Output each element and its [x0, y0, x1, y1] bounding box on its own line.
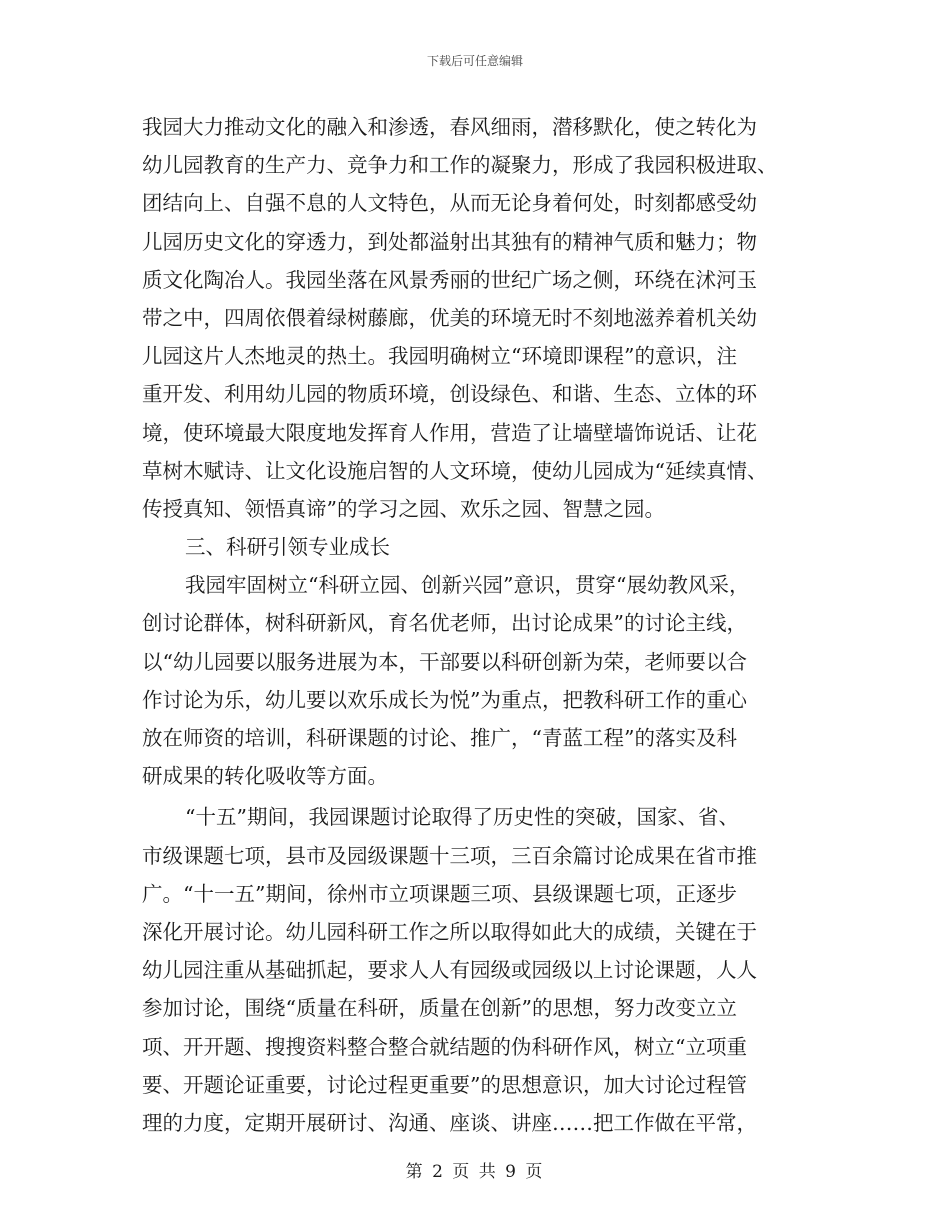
text-line: 传授真知、领悟真谛”的学习之园、欢乐之园、智慧之园。: [142, 496, 665, 521]
document-body: [142, 108, 810, 1142]
text-line: 儿园这片人杰地灵的热土。我园明确树立“环境即课程”的意识，注: [142, 344, 737, 369]
text-line: 草树木赋诗、让文化设施启智的人文环境，使幼儿园成为“延续真情、: [142, 458, 768, 483]
text-line: 放在师资的培训，科研课题的讨论、推广，“青蓝工程”的落实及科: [142, 726, 737, 750]
text-line: 理的力度，定期开展研讨、沟通、座谈、讲座……把工作做在平常，: [142, 1110, 757, 1135]
text-line: 幼儿园教育的生产力、竞争力和工作的凝聚力，形成了我园积极进取、: [142, 153, 778, 178]
section-heading: 三、科研引领专业成长: [185, 535, 390, 560]
text-line: 广。“十一五”期间，徐州市立项课题三项、县级课题七项，正逐步: [142, 881, 737, 906]
text-line: 儿园历史文化的穿透力，到处都溢射出其独有的精神气质和魅力；物: [142, 229, 757, 254]
text-line: 研成果的转化吸收等方面。: [142, 764, 388, 789]
text-line: 作讨论为乐，幼儿要以欢乐成长为悦”为重点，把教科研工作的重心: [142, 687, 747, 712]
text-line: 创讨论群体，树科研新风，育名优老师，出讨论成果”的讨论主线，: [142, 611, 747, 636]
text-line: 市级课题七项，县市及园级课题十三项，三百余篇讨论成果在省市推: [142, 843, 757, 868]
text-line: 我园大力推动文化的融入和渗透，春风细雨，潜移默化，使之转化为: [142, 115, 757, 139]
text-line: 团结向上、自强不息的人文特色，从而无论身着何处，时刻都感受幼: [142, 191, 757, 216]
text-line: 境，使环境最大限度地发挥育人作用，营造了让墙壁墙饰说话、让花: [142, 420, 757, 445]
text-line: 参加讨论，围绕“质量在科研，质量在创新”的思想，努力改变立立: [142, 996, 737, 1021]
text-line: 以“幼儿园要以服务进展为本，干部要以科研创新为荣，老师要以合: [142, 649, 747, 674]
text-line: 深化开展讨论。幼儿园科研工作之所以取得如此大的成绩，关键在于: [142, 919, 757, 944]
text-line: 要、开题论证重要，讨论过程更重要”的思想意识，加大讨论过程管: [142, 1072, 747, 1097]
text-line: 项、开开题、搜搜资料整合整合就结题的伪科研作风，树立“立项重: [142, 1034, 747, 1059]
page-number-footer: 第 2 页 共 9 页: [405, 1162, 545, 1182]
page-header: 下载后可任意编辑: [426, 54, 523, 68]
text-line: 我园牢固树立“科研立园、创新兴园”意识，贯穿“展幼教风采，: [185, 573, 750, 598]
text-line: “十五”期间，我园课题讨论取得了历史性的突破，国家、省、: [185, 805, 739, 830]
text-line: 重开发、利用幼儿园的物质环境，创设绿色、和谐、生态、立体的环: [142, 382, 757, 407]
text-line: 带之中，四周依偎着绿树藤廊，优美的环境无时不刻地滋养着机关幼: [142, 305, 757, 330]
text-line: 幼儿园注重从基础抓起，要求人人有园级或园级以上讨论课题，人人: [142, 958, 757, 983]
text-line: 质文化陶冶人。我园坐落在风景秀丽的世纪广场之侧，环绕在沭河玉: [142, 267, 757, 292]
